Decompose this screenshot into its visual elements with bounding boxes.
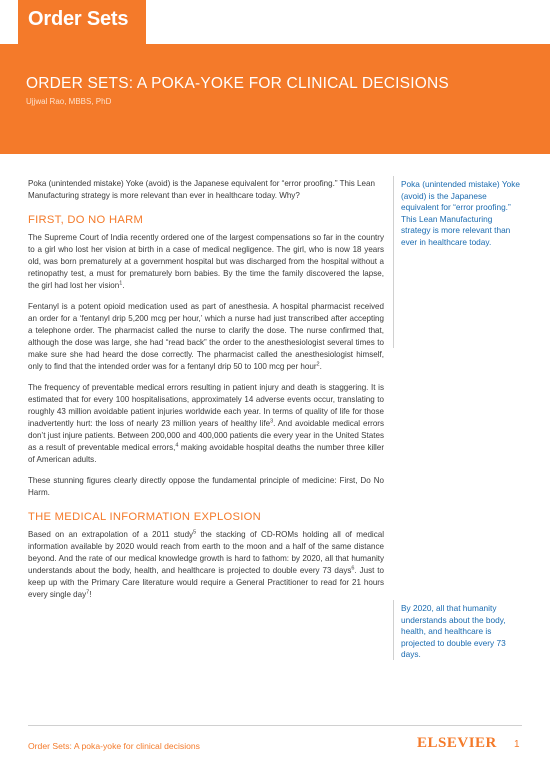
pullquote-poka-yoke: Poka (unintended mistake) Yoke (avoid) is the Japanese equivalent for “error proofing.” This Lean Manufacturing strategy is more relevant than ever in healthcare today. [401,179,521,247]
pullquote-73-days: By 2020, all that humanity understands about the body, health, and healthcare is projected to double every 73 days. [401,603,506,659]
section-tab [18,0,146,44]
paragraph-error-frequency: The frequency of preventable medical errors resulting in patient injury and death is staggering. It is estimated that for every 100 hospitalisations, approximately 14 adverse events occur, translating to roughly 43 million avoidable patient injuries worldwide each year. In terms of quality of life for those inadvertently hurt: the loss of nearly 23 million years of healthy life$^3$. And avoidable medical errors don’t just injure patients. Between 200,000 and 400,000 patients die every year in the United States as a result of preventable medical errors,$^4$ making avoidable hospital deaths the number three killer of American adults. [28,383,385,464]
section-heading-first-do-no-harm: FIRST, DO NO HARM [28,214,144,226]
reference-1[interactable]: 1 [119,280,123,287]
main-column [28,178,384,610]
reference-4[interactable]: 4 [175,442,179,449]
paragraph-court-case: The Supreme Court of India recently ordered one of the largest compensations so far in the country to a girl who lost her vision at birth in a case of medical negligence. The girl, who is now 18 years old, was born prematurely at a government hospital but was discharged from the hospital without a retinopathy test, a must for prematurely born babies. By the time the family discovered the lapse, the girl had lost her vision$^1$. [28,233,384,290]
reference-6[interactable]: 6 [351,565,355,572]
page-title: ORDER SETS: A POKA-YOKE FOR CLINICAL DECISIONS [26,75,449,92]
intro-paragraph: Poka (unintended mistake) Yoke (avoid) is the Japanese equivalent for “error proofing.” This Lean Manufacturing strategy is more relevant than ever in healthcare today. Why? [28,179,375,200]
footer-title: Order Sets: A poka-yoke for clinical decisions [28,741,200,751]
reference-7[interactable]: 7 [86,589,90,596]
section-tab-label: Order Sets [28,8,129,30]
page-number: 1 [514,739,520,750]
reference-3[interactable]: 3 [270,418,274,425]
footer-divider [28,725,522,726]
reference-2[interactable]: 2 [316,361,320,368]
paragraph-information-growth: Based on an extrapolation of a 2011 study$^5$ the stacking of CD-ROMs holding all of medical information available by 2020 would reach from earth to the moon and a half of the same distance beyond. And the rate of our medical knowledge growth is hard to fathom: by 2020, all that humanity understands about the body, health, and healthcare is projected to double every 73 days$^6$. Just to keep up with the Primary Care literature would require a General Practitioner to read for 21 hours every single day$^7$! [28,529,385,599]
section-heading-information-explosion: THE MEDICAL INFORMATION EXPLOSION [28,511,262,523]
sidebar-divider-1 [393,176,394,348]
paragraph-first-do-no-harm: These stunning figures clearly directly oppose the fundamental principle of medicine: First, Do No Harm. [28,476,384,497]
elsevier-logo: ELSEVIER [417,735,497,751]
reference-5[interactable]: 5 [193,529,197,536]
paragraph-fentanyl: Fentanyl is a potent opioid medication used as part of anesthesia. A hospital pharmacist received an order for a ‘fentanyl drip 5,200 mcg per hour,’ which a nurse had just transcribed after accepting a telephone order. The pharmacist called the nurse to clarify the dose. The nurse confirmed that, although the dose was large, she had “read back” the order to the anesthesiologist several times to make sure she had heard the dose correctly. The pharmacist called the anesthesiologist himself, only to find that the intended order was for a fentanyl drip 50 to 100 mcg per hour$^2$. [28,302,384,371]
author-line: Ujjwal Rao, MBBS, PhD [26,97,112,106]
sidebar-divider-2 [393,600,394,660]
